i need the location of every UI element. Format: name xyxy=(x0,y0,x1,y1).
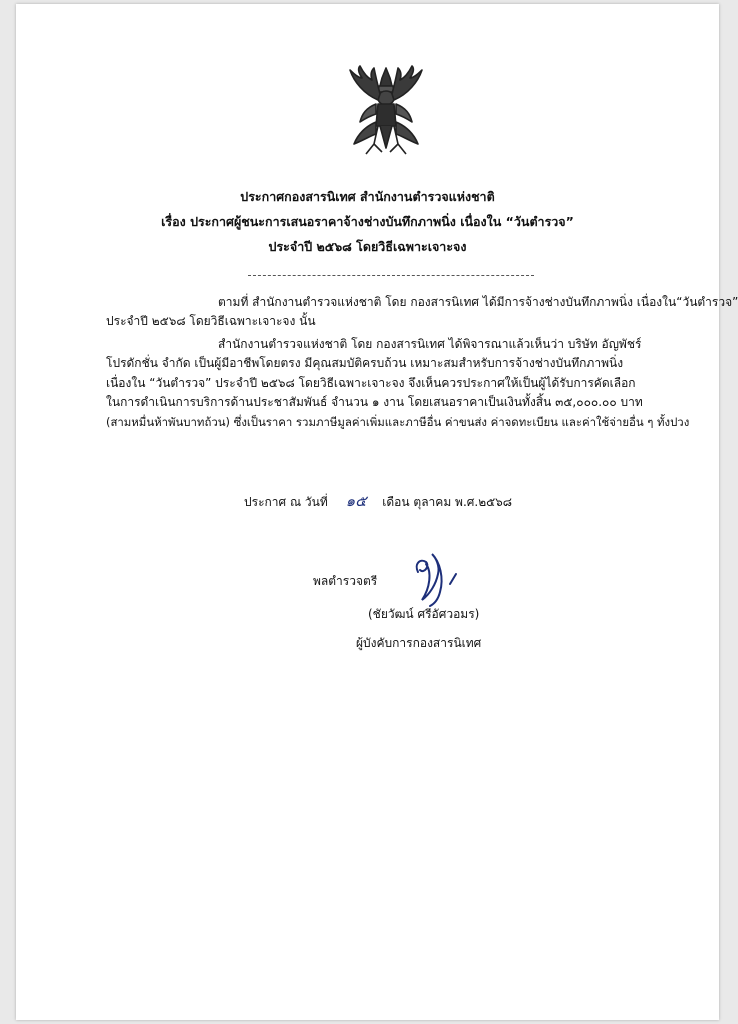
dashed-divider xyxy=(248,275,534,276)
paragraph-line: ในการดำเนินการบริการด้านประชาสัมพันธ์ จำนวน ๑ งาน โดยเสนอราคาเป็นเงินทั้งสิ้น ๓๕,๐๐๐.๐๐ บาท xyxy=(106,395,643,410)
paragraph-line: ตามที่ สำนักงานตำรวจแห่งชาติ โดย กองสารนิเทศ ได้มีการจ้างช่างบันทึกภาพนิ่ง เนื่องใน“วันตำรวจ” xyxy=(218,295,738,309)
date-prefix: ประกาศ ณ วันที่ xyxy=(244,495,328,509)
announcement-subject: เรื่อง ประกาศผู้ชนะการเสนอราคาจ้างช่างบันทึกภาพนิ่ง เนื่องใน “วันตำรวจ” xyxy=(161,214,574,229)
garuda-emblem-icon xyxy=(336,64,436,160)
paragraph-line: สำนักงานตำรวจแห่งชาติ โดย กองสารนิเทศ ได้พิจารณาแล้วเห็นว่า บริษัท อัญพัชร์ xyxy=(218,337,642,351)
signatory-rank: พลตำรวจตรี xyxy=(313,574,378,588)
handwritten-day: ๑๕ xyxy=(345,492,367,510)
paragraph-award xyxy=(106,335,690,432)
document-page xyxy=(16,4,738,1020)
handwritten-signature-icon xyxy=(410,544,470,610)
paragraph-line: โปรดักชั่น จำกัด เป็นผู้มีอาชีพโดยตรง มีคุณสมบัติครบถ้วน เหมาะสมสำหรับการจ้างช่างบันทึกภาพนิ่ง xyxy=(106,356,624,371)
paragraph-line: ประจำปี ๒๕๖๘ โดยวิธีเฉพาะเจาะจง นั้น xyxy=(106,314,316,329)
signatory-name: (ชัยวัฒน์ ศรีอัศวอมร) xyxy=(368,607,480,621)
date-month-year: เดือน ตุลาคม พ.ศ.๒๕๖๘ xyxy=(382,495,513,509)
announcement-date xyxy=(244,489,512,513)
paragraph-line: (สามหมื่นห้าพันบาทถ้วน) ซึ่งเป็นราคา รวมภาษีมูลค่าเพิ่มและภาษีอื่น ค่าขนส่ง ค่าจดทะเบียน และค่าใช้จ่ายอื่น ๆ ทั้งปวง xyxy=(106,414,690,429)
paragraph-line: เนื่องใน “วันตำรวจ” ประจำปี ๒๕๖๘ โดยวิธีเฉพาะเจาะจง จึงเห็นควรประกาศให้เป็นผู้ได้รับการคัดเลือก xyxy=(106,375,636,390)
signatory-title: ผู้บังคับการกองสารนิเทศ xyxy=(356,636,482,650)
paragraph-background xyxy=(106,293,738,332)
announcement-year-method: ประจำปี ๒๕๖๘ โดยวิธีเฉพาะเจาะจง xyxy=(268,239,467,254)
announcement-heading: ประกาศกองสารนิเทศ สำนักงานตำรวจแห่งชาติ xyxy=(240,189,495,204)
